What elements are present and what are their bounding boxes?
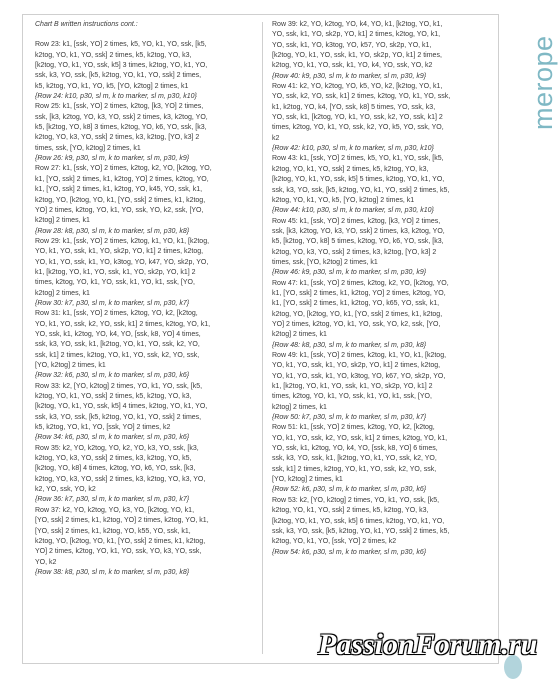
- instruction-line: k1, [YO, ssk] 2 times, k1, k2tog, YO] 2 times, k2tog, YO,: [272, 289, 446, 297]
- wrong-side-row-line: {Row 40: k9, p30, sl m, k to marker, sl m, p30, k9}: [272, 72, 427, 80]
- instruction-line: Row 53: k2, [YO, k2tog] 2 times, YO, k1, YO, ssk, [k5,: [272, 496, 440, 504]
- instruction-line: k2tog, YO, k3, YO, ssk] 2 times, k3, k2tog, [YO, k3] 2: [272, 248, 437, 256]
- instruction-line: [YO, ssk] 2 times, k1, k2tog, YO, k55, YO, ssk, k1,: [35, 527, 191, 535]
- instruction-line: k2tog, YO, k1, YO, k5, [YO, k2tog] 2 times, k1: [272, 196, 415, 204]
- instruction-line: YO, k1, YO, ssk, k1, YO, sk2p, YO, k1] 2 times, k2tog,: [35, 248, 204, 256]
- wrong-side-row-line: {Row 54: k6, p30, sl m, k to marker, sl m, p30, k6}: [272, 548, 427, 556]
- instruction-line: Row 49: k1, [ssk, YO] 2 times, k2tog, k1, YO, k1, [k2tog,: [272, 352, 447, 359]
- instruction-line: Row 27: k1, [ssk, YO] 2 times, k2tog, k2, YO, [k2tog, YO,: [35, 165, 212, 173]
- instruction-line: Row 33: k2, [YO, k2tog] 2 times, YO, k1, YO, ssk, [k5,: [35, 382, 203, 390]
- instruction-line: Row 35: k2, YO, k2tog, YO, k2, YO, k3, YO, ssk, [k3,: [35, 444, 199, 452]
- wrong-side-row-line: {Row 30: k7, p30, sl m, k to marker, sl m, p30, k7}: [35, 299, 190, 307]
- wrong-side-row-line: {Row 32: k6, p30, sl m, k to marker, sl m, p30, k6}: [35, 372, 190, 380]
- section-heading: Chart B written instructions cont.:: [35, 21, 138, 28]
- instruction-line: [YO, ssk] 2 times, k1, k2tog, YO] 2 times, k2tog, YO, k1,: [35, 517, 209, 525]
- instruction-line: times, k2tog, YO, k1, YO, ssk, k2, YO, k5, YO, ssk, YO,: [272, 124, 444, 132]
- instruction-line: times, ssk, [YO, k2tog] 2 times, k1: [272, 258, 378, 266]
- instruction-line: k2tog, YO, [k2tog, YO, k1, [YO, ssk] 2 times, k1, k2tog,: [272, 310, 443, 318]
- instruction-line: [k2tog, YO, k1, YO, ssk, k5] 5 times, k2tog, YO, k1, YO,: [272, 176, 445, 184]
- instruction-line: k2tog] 2 times, k1: [35, 289, 90, 297]
- instruction-line: YO, k1, YO, ssk, k1, YO, k3tog, YO, k67, YO, sk2p, YO,: [272, 372, 446, 380]
- instruction-line: k5, k2tog, YO, k1, YO, [ssk, YO] 2 times, k2: [35, 424, 171, 432]
- left-column: [35, 20, 257, 578]
- instruction-line: ssk, k3, YO, ssk, [k5, k2tog, YO, k1, YO, ssk] 2 times,: [35, 413, 202, 421]
- instruction-line: Row 41: k2, YO, k2tog, YO, k5, YO, k2, [k2tog, YO, k1,: [272, 83, 443, 91]
- instruction-line: ssk, k3, YO, ssk, [k5, k2tog, YO, k1, YO, ssk] 2 times, k5,: [272, 527, 450, 535]
- instruction-line: k2tog, YO, k1, YO, ssk] 2 times, k5, k2tog, YO, k3,: [272, 165, 429, 173]
- wrong-side-row-line: {Row 36: k7, p30, sl m, k to marker, sl m, p30, k7}: [35, 496, 190, 504]
- column-divider: [262, 22, 263, 654]
- instruction-line: times, k2tog, YO, k1, YO, ssk, k1, YO, k1, ssk, [YO,: [272, 393, 432, 401]
- instruction-line: k2tog, YO, [k2tog, YO, k1, [YO, ssk] 2 times, k1, k2tog,: [35, 537, 206, 545]
- instruction-line: YO, k1, YO, ssk, k1, YO, k3tog, YO, k47, YO, sk2p, YO,: [35, 258, 209, 266]
- instruction-line: Row 43: k1, [ssk, YO] 2 times, k5, YO, k1, YO, ssk, [k5,: [272, 155, 444, 163]
- wrong-side-row-line: {Row 26: k9, p30, sl m, k to marker, sl m, p30, k9}: [35, 155, 190, 163]
- instruction-line: YO, ssk, k1, k2tog, YO, k4, YO, [ssk, k8, YO] 6 times,: [272, 445, 438, 453]
- instruction-line: YO, ssk, k2, YO, ssk, k1] 2 times, k2tog, YO, k1, YO, ssk,: [272, 93, 451, 101]
- wrong-side-row-line: {Row 44: k10, p30, sl m, k to marker, sl m, p30, k10}: [272, 207, 434, 215]
- instruction-line: k2, YO, ssk, YO, k2: [35, 486, 96, 494]
- instruction-line: k2tog] 2 times, k1: [272, 403, 327, 411]
- instruction-line: YO] 2 times, k2tog, YO, k1, YO, ssk, YO, k2, ssk, [YO,: [272, 320, 441, 328]
- instruction-line: YO] 2 times, k2tog, YO, k1, YO, ssk, YO, k3, YO, ssk,: [35, 548, 202, 556]
- instruction-line: k2tog, YO, [k2tog, YO, k1, [YO, ssk] 2 times, k1, k2tog,: [35, 196, 206, 204]
- instruction-line: Row 23: k1, [ssk, YO] 2 times, k5, YO, k1, YO, ssk, [k5,: [35, 41, 207, 49]
- instruction-line: times, ssk, [YO, k2tog] 2 times, k1: [35, 144, 141, 152]
- wrong-side-row-line: {Row 34: k6, p30, sl m, k to marker, sl m, p30, k6}: [35, 434, 190, 442]
- instruction-line: ssk, k3, YO, ssk, k1, [k2tog, YO, k1, YO, ssk, k2, YO,: [35, 341, 200, 349]
- instruction-line: [k2tog, YO, k1, YO, ssk, k5] 3 times, k2tog, YO, k1, YO,: [35, 62, 208, 70]
- instruction-line: Row 37: k2, YO, k2tog, YO, k3, YO, [k2tog, YO, k1,: [35, 506, 195, 514]
- instruction-line: [YO, k2tog] 2 times, k1: [272, 476, 343, 484]
- instruction-line: k1, k2tog, YO, k4, [YO, ssk, k8] 5 times, YO, ssk, k3,: [272, 103, 436, 111]
- instruction-line: ssk, [k3, k2tog, YO, k3, YO, ssk] 2 times, k3, k2tog, YO,: [35, 113, 208, 121]
- instruction-line: Row 51: k1, [ssk, YO] 2 times, k2tog, YO, k2, [k2tog,: [272, 424, 435, 432]
- wrong-side-row-line: {Row 28: k8, p30, sl m, k to marker, sl m, p30, k8}: [35, 227, 190, 235]
- instruction-line: k5, [k2tog, YO, k8] 3 times, k2tog, YO, k6, YO, ssk, [k3,: [35, 124, 207, 132]
- pattern-title: [500, 18, 558, 138]
- instruction-line: YO, k2: [35, 558, 57, 566]
- instruction-line: ssk, k3, YO, ssk, [k5, k2tog, YO, k1, YO, ssk] 2 times, k5,: [272, 186, 450, 194]
- instruction-line: k5, k2tog, YO, k1, YO, k5, [YO, k2tog] 2 times, k1: [35, 82, 189, 90]
- instruction-line: k1, [YO, ssk] 2 times, k1, k2tog, YO, k45, YO, ssk, k1,: [35, 186, 203, 194]
- instruction-line: [k2tog, YO, k1, YO, ssk, k1, YO, sk2p, YO, k1] 2 times,: [272, 52, 442, 60]
- wrong-side-row-line: {Row 50: k7, p30, sl m, k to marker, sl m, p30, k7}: [272, 414, 427, 422]
- right-column: [272, 20, 492, 558]
- instruction-line: k1, [k2tog, YO, k1, YO, ssk, k1, YO, sk2p, YO, k1] 2: [35, 268, 196, 276]
- instruction-line: ssk, k3, YO, ssk, [k5, k2tog, YO, k1, YO, ssk] 2 times,: [35, 72, 202, 80]
- instruction-line: [k2tog, YO, k8] 4 times, k2tog, YO, k6, YO, ssk, [k3,: [35, 465, 196, 473]
- watermark: PassionForum.ru: [318, 628, 538, 661]
- instruction-line: [k2tog, YO, k1, YO, ssk, k5] 6 times, k2tog, YO, k1, YO,: [272, 517, 445, 525]
- instruction-line: YO, k1, YO, ssk, k2, YO, ssk, k1] 2 times, k2tog, YO, k1,: [35, 320, 211, 328]
- instruction-line: k2tog, YO, k1, YO, ssk, k1, YO, k4, YO, ssk, YO, k2: [272, 62, 433, 70]
- instruction-line: k2tog, YO, k1, YO, ssk] 2 times, k5, k2tog, YO, k3,: [35, 393, 192, 401]
- right-instructions: [272, 20, 492, 558]
- instruction-line: times, k2tog, YO, k1, YO, ssk, k1, YO, k1, ssk, [YO,: [35, 279, 195, 287]
- instruction-line: k1, [YO, ssk] 2 times, k1, k2tog, YO] 2 times, k2tog, YO,: [35, 175, 209, 183]
- instruction-line: [k2tog, YO, k1, YO, ssk, k5] 4 times, k2tog, YO, k1, YO,: [35, 403, 208, 411]
- instruction-line: Row 31: k1, [ssk, YO] 2 times, k2tog, YO, k2, [k2tog,: [35, 310, 198, 318]
- instruction-line: k2tog, YO, k3, YO, ssk] 2 times, k3, k2tog, YO, k3, YO,: [35, 475, 206, 483]
- wrong-side-row-line: {Row 42: k10, p30, sl m, k to marker, sl m, p30, k10}: [272, 145, 434, 153]
- instruction-line: k2tog, YO, k1, YO, ssk] 2 times, k5, k2tog, YO, k3,: [272, 507, 429, 515]
- instruction-line: k2tog, YO, k1, YO, [ssk, YO] 2 times, k2: [272, 538, 397, 546]
- wrong-side-row-line: {Row 52: k6, p30, sl m, k to marker, sl m, p30, k6}: [272, 486, 427, 494]
- left-instructions: [35, 40, 257, 578]
- instruction-line: k1, [k2tog, YO, k1, YO, ssk, k1, YO, sk2p, YO, k1] 2: [272, 383, 433, 391]
- instruction-line: Row 25: k1, [ssk, YO] 2 times, k2tog, [k3, YO] 2 times,: [35, 103, 204, 111]
- instruction-line: Row 29: k1, [ssk, YO] 2 times, k2tog, k1, YO, k1, [k2tog,: [35, 237, 210, 245]
- instruction-line: ssk, [k3, k2tog, YO, k3, YO, ssk] 2 times, k3, k2tog, YO,: [272, 227, 445, 235]
- wrong-side-row-line: {Row 38: k8, p30, sl m, k to marker, sl m, p30, k8}: [35, 568, 190, 576]
- instruction-line: k2: [272, 134, 280, 142]
- instruction-line: k1, [YO, ssk] 2 times, k1, k2tog, YO, k65, YO, ssk, k1,: [272, 300, 440, 308]
- instruction-line: Row 45: k1, [ssk, YO] 2 times, k2tog, [k3, YO] 2 times,: [272, 217, 441, 225]
- wrong-side-row-line: {Row 24: k10, p30, sl m, k to marker, sl m, p30, k10}: [35, 93, 197, 101]
- instruction-line: k2tog, YO, k3, YO, ssk] 2 times, k3, k2tog, YO, k5,: [35, 455, 192, 463]
- instruction-line: YO, ssk, k1, k2tog, YO, k4, YO, [ssk, k8, YO] 4 times,: [35, 330, 201, 338]
- instruction-line: k2tog, YO, k3, YO, ssk] 2 times, k3, k2tog, [YO, k3] 2: [35, 134, 200, 142]
- instruction-line: k2tog, YO, k1, YO, ssk] 2 times, k5, k2tog, YO, k3,: [35, 51, 192, 59]
- wrong-side-row-line: {Row 46: k9, p30, sl m, k to marker, sl m, p30, k9}: [272, 269, 427, 277]
- instruction-line: [YO, k2tog] 2 times, k1: [35, 362, 106, 369]
- instruction-line: ssk, k1] 2 times, k2tog, YO, k1, YO, ssk, k2, YO, ssk,: [35, 351, 200, 359]
- instruction-line: ssk, k1] 2 times, k2tog, YO, k1, YO, ssk, k2, YO, ssk,: [272, 465, 437, 473]
- instruction-line: YO, ssk, k1, YO, sk2p, YO, k1] 2 times, k2tog, YO, k1,: [272, 31, 441, 39]
- instruction-line: Row 47: k1, [ssk, YO] 2 times, k2tog, k2, YO, [k2tog, YO,: [272, 279, 449, 287]
- instruction-line: YO] 2 times, k2tog, YO, k1, YO, ssk, YO, k2, ssk, [YO,: [35, 206, 204, 214]
- instruction-line: Row 39: k2, YO, k2tog, YO, k4, YO, k1, [k2tog, YO, k1,: [272, 21, 443, 28]
- wrong-side-row-line: {Row 48: k8, p30, sl m, k to marker, sl m, p30, k8}: [272, 341, 427, 349]
- instruction-line: YO, k1, YO, ssk, k2, YO, ssk, k1] 2 times, k2tog, YO, k1,: [272, 434, 448, 442]
- instruction-line: ssk, k3, YO, ssk, k1, [k2tog, YO, k1, YO, ssk, k2, YO,: [272, 455, 437, 463]
- instruction-line: YO, k1, YO, ssk, k1, YO, sk2p, YO, k1] 2 times, k2tog,: [272, 362, 441, 370]
- pattern-title-text: merope: [528, 35, 558, 130]
- instruction-line: YO, ssk, k1, YO, k3tog, YO, k57, YO, sk2p, YO, k1,: [272, 41, 432, 49]
- instruction-line: k5, [k2tog, YO, k8] 5 times, k2tog, YO, k6, YO, ssk, [k3,: [272, 238, 444, 246]
- instruction-line: YO, ssk, k1, [k2tog, YO, k1, YO, ssk, k2, YO, ssk, k1] 2: [272, 114, 443, 122]
- instruction-line: k2tog] 2 times, k1: [272, 331, 327, 339]
- instruction-line: k2tog] 2 times, k1: [35, 217, 90, 225]
